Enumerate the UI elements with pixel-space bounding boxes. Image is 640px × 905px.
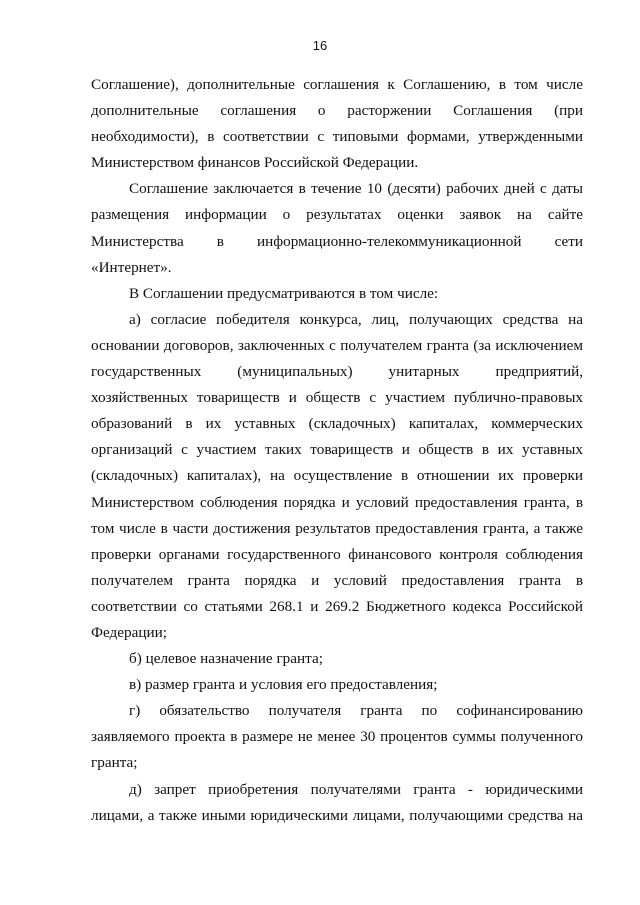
text-line: получателем гранта порядка и условий предоставления гранта в xyxy=(91,571,583,589)
text-line: г) обязательство получателя гранта по софинансированию xyxy=(129,702,583,720)
text-line: образований в их уставных (складочных) капиталах, коммерческих xyxy=(91,415,583,433)
text-line: «Интернет». xyxy=(91,258,172,276)
text-line: проверки органами государственного финансового контроля соблюдения xyxy=(91,545,583,563)
text-line: в) размер гранта и условия его предоставления; xyxy=(129,676,438,694)
text-line: организаций с участием таких товариществ и обществ в их уставных xyxy=(91,441,583,459)
text-line: В Соглашении предусматриваются в том числе: xyxy=(129,284,439,302)
text-line: (складочных) капиталах), на осуществление в отношении их проверки xyxy=(91,467,583,485)
text-line: Соглашение), дополнительные соглашения к Соглашению, в том числе xyxy=(91,76,583,93)
text-line: том числе в части достижения результатов предоставления гранта, а также xyxy=(91,519,583,537)
text-line: Министерством финансов Российской Федерации. xyxy=(91,154,419,172)
text-line: заявляемого проекта в размере не менее 30 процентов суммы полученного xyxy=(91,728,583,746)
text-line: Соглашение заключается в течение 10 (десяти) рабочих дней с даты xyxy=(129,180,583,198)
text-line: б) целевое назначение гранта; xyxy=(129,650,323,668)
text-line: Министерством соблюдения порядка и условий предоставления гранта, в xyxy=(91,493,583,511)
text-line: Министерства в информационно-телекоммуникационной сети xyxy=(91,232,583,250)
text-line: соответствии со статьями 268.1 и 269.2 Бюджетного кодекса Российской xyxy=(91,597,583,615)
text-line: а) согласие победителя конкурса, лиц, получающих средства на xyxy=(129,310,583,328)
text-line: Федерации; xyxy=(91,623,167,641)
text-line: основании договоров, заключенных с получателем гранта (за исключением xyxy=(91,336,583,354)
text-line: размещения информации о результатах оценки заявок на сайте xyxy=(91,206,583,224)
text-line: лицами, а также иными юридическими лицами, получающими средства на xyxy=(91,806,583,824)
text-line: необходимости), в соответствии с типовыми формами, утвержденными xyxy=(91,128,583,146)
text-line: государственных (муниципальных) унитарных предприятий, xyxy=(91,363,583,381)
body-text xyxy=(91,72,583,829)
page-number: 16 xyxy=(312,38,328,53)
text-line: гранта; xyxy=(91,754,138,772)
text-line: д) запрет приобретения получателями гранта - юридическими xyxy=(129,780,583,798)
text-line: хозяйственных товариществ и обществ с участием публично-правовых xyxy=(91,389,583,407)
text-line: дополнительные соглашения о расторжении Соглашения (при xyxy=(91,102,583,120)
